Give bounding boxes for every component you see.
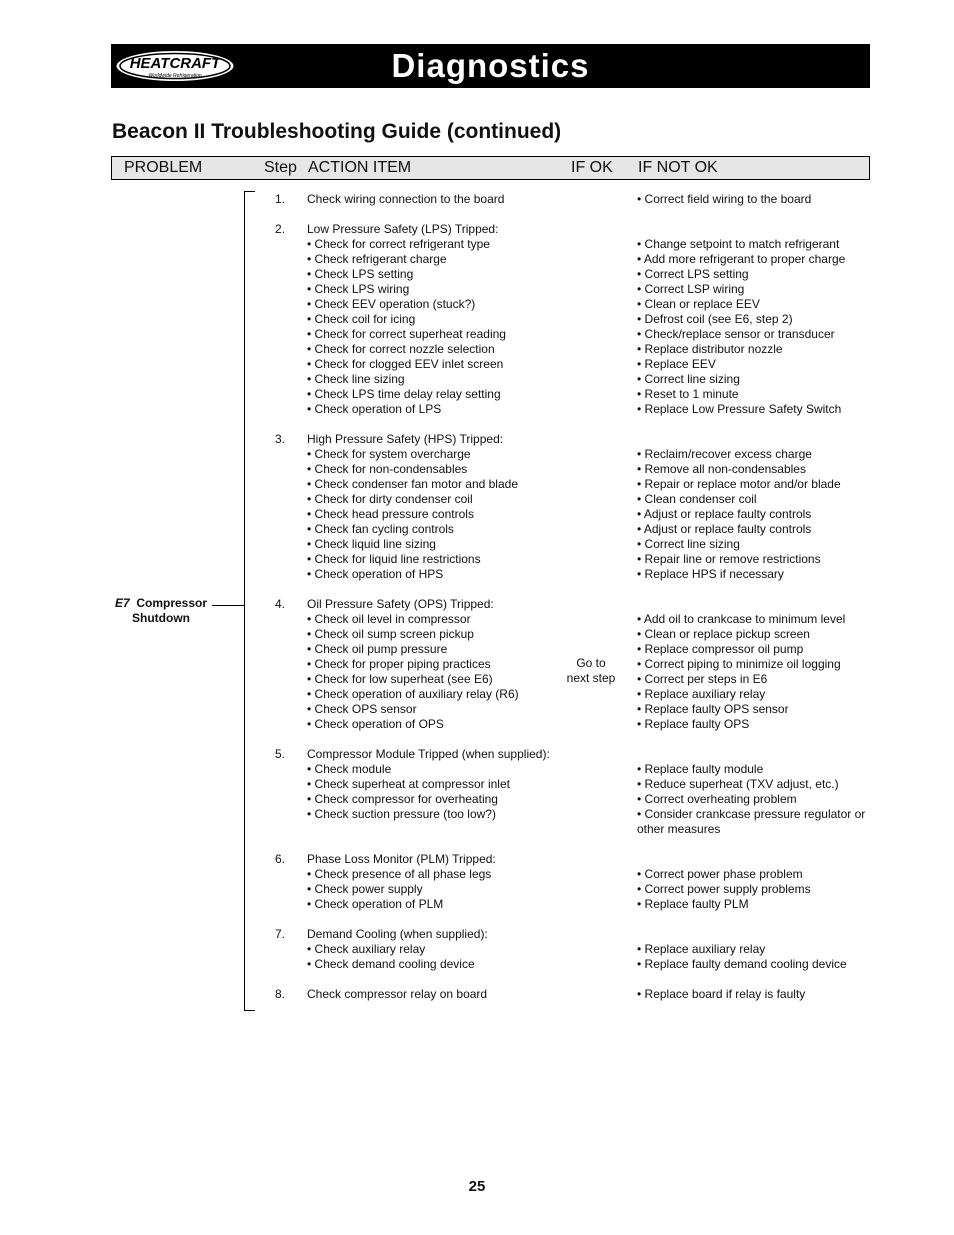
action-item: • Check LPS wiring <box>307 282 410 296</box>
action-item: • Check refrigerant charge <box>307 252 447 266</box>
result-item: • Check/replace sensor or transducer <box>637 327 835 341</box>
action-item: • Check EEV operation (stuck?) <box>307 297 476 311</box>
step-result: • Replace board if relay is faulty <box>637 987 806 1001</box>
col-step: Step <box>264 159 297 176</box>
action-item: • Check operation of OPS <box>307 717 444 731</box>
step-number: 7. <box>275 927 286 941</box>
result-item: • Correct piping to minimize oil logging <box>637 657 841 671</box>
step-result: • Correct field wiring to the board <box>637 192 812 206</box>
step-title: High Pressure Safety (HPS) Tripped: <box>307 432 504 446</box>
step-number: 1. <box>275 192 286 206</box>
action-item: • Check for correct refrigerant type <box>307 237 490 251</box>
result-item: • Replace distributor nozzle <box>637 342 783 356</box>
step-title: Check wiring connection to the board <box>307 192 505 206</box>
section-title: Beacon II Troubleshooting Guide (continued) <box>112 120 562 143</box>
if-ok-line2: next step <box>566 671 616 685</box>
if-ok-line1: Go to <box>576 656 606 670</box>
action-item: • Check for correct nozzle selection <box>307 342 495 356</box>
result-item: • Correct line sizing <box>637 537 740 551</box>
action-item: • Check liquid line sizing <box>307 537 436 551</box>
action-item: • Check for proper piping practices <box>307 657 491 671</box>
problem-label <box>100 596 222 626</box>
result-item: • Correct power supply problems <box>637 882 811 896</box>
result-item: • Correct LSP wiring <box>637 282 745 296</box>
action-item: • Check superheat at compressor inlet <box>307 777 510 791</box>
action-item: • Check line sizing <box>307 372 405 386</box>
problem-name-2: Shutdown <box>132 611 190 625</box>
result-item: • Replace compressor oil pump <box>637 642 804 656</box>
col-ifnotok: IF NOT OK <box>638 159 718 176</box>
action-item: • Check oil level in compressor <box>307 612 471 626</box>
svg-text:HEATCRAFT: HEATCRAFT <box>129 55 221 72</box>
action-item: • Check for non-condensables <box>307 462 468 476</box>
result-item: • Replace faulty demand cooling device <box>637 957 847 971</box>
action-item: • Check power supply <box>307 882 423 896</box>
step-number: 3. <box>275 432 286 446</box>
result-item: • Repair line or remove restrictions <box>637 552 821 566</box>
action-item: • Check presence of all phase legs <box>307 867 492 881</box>
action-item: • Check for correct superheat reading <box>307 327 506 341</box>
action-item: • Check operation of auxiliary relay (R6) <box>307 687 519 701</box>
col-ifok: IF OK <box>571 159 613 176</box>
result-item: • Defrost coil (see E6, step 2) <box>637 312 793 326</box>
result-item: • Replace auxiliary relay <box>637 687 766 701</box>
action-item: • Check condenser fan motor and blade <box>307 477 518 491</box>
step-number: 5. <box>275 747 286 761</box>
action-item: • Check OPS sensor <box>307 702 417 716</box>
action-item: • Check oil sump screen pickup <box>307 627 474 641</box>
problem-code: E7 <box>114 596 130 610</box>
result-item: • Consider crankcase pressure regulator or <box>637 807 866 821</box>
action-item: • Check fan cycling controls <box>307 522 454 536</box>
result-item: • Replace EEV <box>637 357 716 371</box>
action-item: • Check LPS setting <box>307 267 414 281</box>
action-item: • Check operation of LPS <box>307 402 442 416</box>
result-item: • Replace HPS if necessary <box>637 567 784 581</box>
result-item: • Replace Low Pressure Safety Switch <box>637 402 842 416</box>
step-number: 2. <box>275 222 286 236</box>
result-item: other measures <box>637 822 721 836</box>
action-item: • Check coil for icing <box>307 312 416 326</box>
step-title: Oil Pressure Safety (OPS) Tripped: <box>307 597 494 611</box>
step-title: Compressor Module Tripped (when supplied): <box>307 747 550 761</box>
result-item: • Add more refrigerant to proper charge <box>637 252 846 266</box>
col-problem: PROBLEM <box>124 159 203 176</box>
action-item: • Check module <box>307 762 392 776</box>
step-title: Phase Loss Monitor (PLM) Tripped: <box>307 852 496 866</box>
svg-text:Worldwide Refrigeration: Worldwide Refrigeration <box>148 73 202 79</box>
result-item: • Change setpoint to match refrigerant <box>637 237 840 251</box>
action-item: • Check for clogged EEV inlet screen <box>307 357 504 371</box>
result-item: • Clean condenser coil <box>637 492 757 506</box>
result-item: • Correct LPS setting <box>637 267 749 281</box>
action-item: • Check for low superheat (see E6) <box>307 672 493 686</box>
step-title: Check compressor relay on board <box>307 987 488 1001</box>
action-item: • Check operation of HPS <box>307 567 444 581</box>
action-item: • Check LPS time delay relay setting <box>307 387 501 401</box>
header-bar <box>111 44 870 88</box>
result-item: • Add oil to crankcase to minimum level <box>637 612 846 626</box>
result-item: • Adjust or replace faulty controls <box>637 522 812 536</box>
result-item: • Correct line sizing <box>637 372 740 386</box>
result-item: • Reduce superheat (TXV adjust, etc.) <box>637 777 839 791</box>
action-item: • Check suction pressure (too low?) <box>307 807 496 821</box>
action-item: • Check demand cooling device <box>307 957 475 971</box>
result-item: • Reclaim/recover excess charge <box>637 447 812 461</box>
result-item: • Replace faulty PLM <box>637 897 749 911</box>
steps-bracket <box>244 191 255 1011</box>
result-item: • Adjust or replace faulty controls <box>637 507 812 521</box>
action-item: • Check compressor for overheating <box>307 792 498 806</box>
step-title: Demand Cooling (when supplied): <box>307 927 488 941</box>
col-action: ACTION ITEM <box>308 159 412 176</box>
if-ok-text <box>556 656 626 686</box>
action-item: • Check auxiliary relay <box>307 942 426 956</box>
problem-name-1: Compressor <box>136 596 208 610</box>
action-item: • Check operation of PLM <box>307 897 444 911</box>
result-item: • Clean or replace pickup screen <box>637 627 810 641</box>
result-item: • Replace faulty module <box>637 762 764 776</box>
action-item: • Check for dirty condenser coil <box>307 492 473 506</box>
column-header-bar <box>111 156 870 180</box>
result-item: • Reset to 1 minute <box>637 387 739 401</box>
page-number: 25 <box>468 1178 486 1195</box>
action-item: • Check oil pump pressure <box>307 642 448 656</box>
step-title: Low Pressure Safety (LPS) Tripped: <box>307 222 499 236</box>
result-item: • Correct power phase problem <box>637 867 803 881</box>
result-item: • Repair or replace motor and/or blade <box>637 477 841 491</box>
result-item: • Correct overheating problem <box>637 792 797 806</box>
action-item: • Check head pressure controls <box>307 507 474 521</box>
step-number: 6. <box>275 852 286 866</box>
result-item: • Clean or replace EEV <box>637 297 760 311</box>
result-item: • Correct per steps in E6 <box>637 672 768 686</box>
result-item: • Replace auxiliary relay <box>637 942 766 956</box>
page-title: Diagnostics <box>391 47 590 84</box>
action-item: • Check for system overcharge <box>307 447 471 461</box>
step-number: 8. <box>275 987 286 1001</box>
step-number: 4. <box>275 597 286 611</box>
result-item: • Replace faulty OPS sensor <box>637 702 789 716</box>
action-item: • Check for liquid line restrictions <box>307 552 481 566</box>
result-item: • Remove all non-condensables <box>637 462 806 476</box>
problem-connector <box>212 605 245 606</box>
result-item: • Replace faulty OPS <box>637 717 750 731</box>
